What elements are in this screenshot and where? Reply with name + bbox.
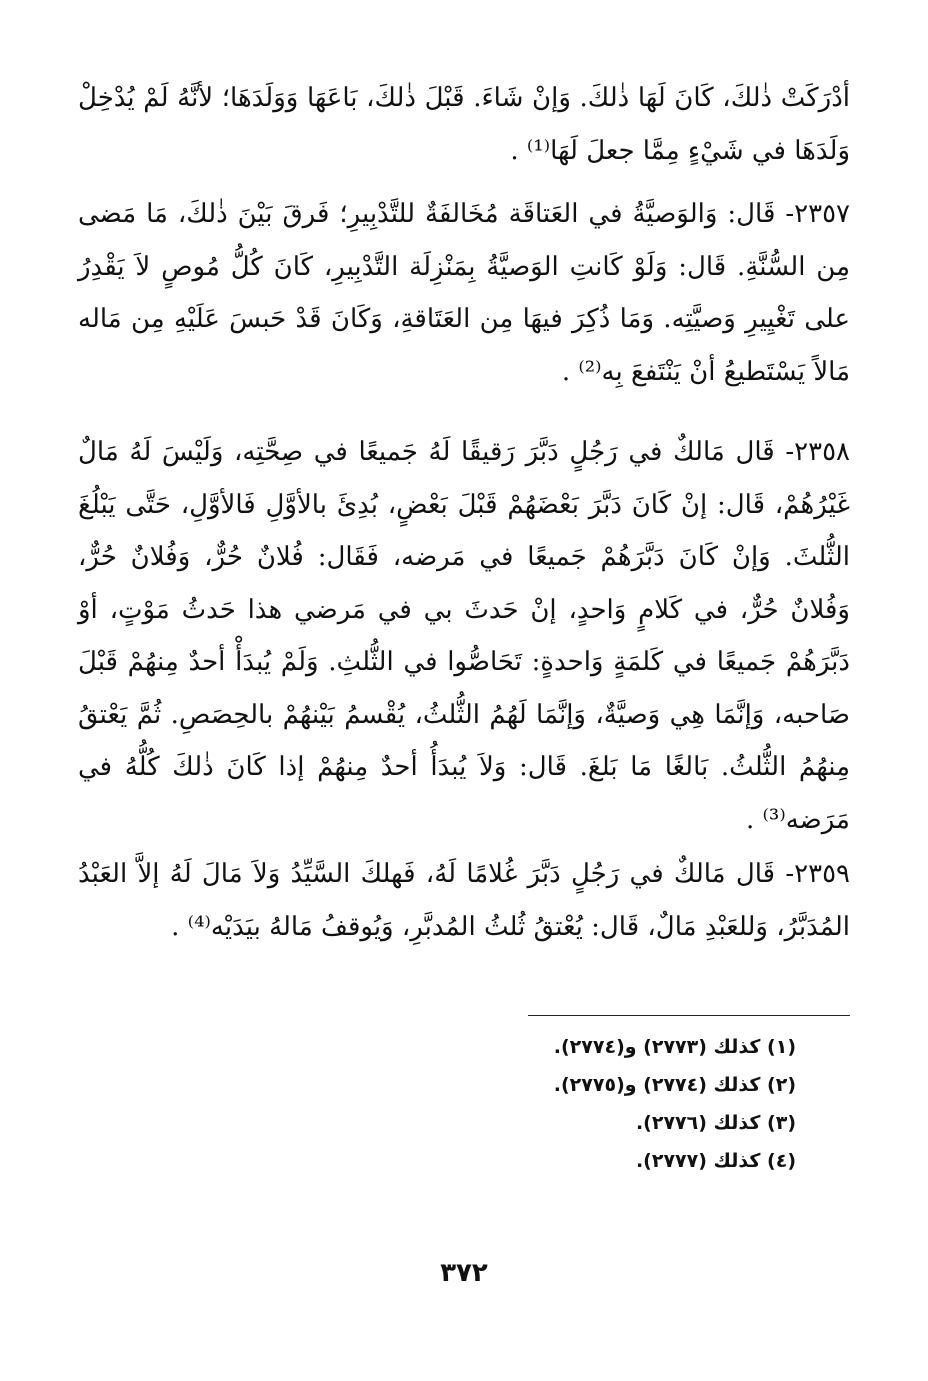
- footnote-item: (١) كذلك (٢٧٧٣) و(٢٧٧٤).: [553, 1036, 796, 1058]
- paragraph-2358: ٢٣٥٨- قَال مَالكٌ في رَجُلٍ دَبَّرَ رَقيقًا لَهُ جَميعًا في صِحَّتِه، وَلَيْسَ لَهُ مَالٌ غَيْرُهُمْ، قَال: إنْ كَانَ دَبَّرَ بَعْضَهُمْ قَبْلَ بَعْضٍ، بُدِئَ بالأوَّلِ فَالأوَّلِ، حَتَّى يَبْلُغَ الثُّلثَ. وَإنْ كَانَ دَبَّرَهُمْ جَميعًا في مَرضه، فَقَال: فُلانٌ حُرٌّ، وَفُلانٌ حُرٌّ، وَفُلانٌ حُرٌّ، في كَلامٍ وَاحدٍ، إنْ حَدثَ بي في مَرضي هذا حَدثُ مَوْتٍ، أوْ دَبَّرَهُمْ جَميعًا في كَلمَةٍ وَاحدةٍ: تَحَاصُّوا في الثُّلثِ. وَلَمْ يُبدَأْ أحدٌ مِنهُمْ قَبْلَ صَاحبه، وَإنَّمَا هِي وَصيَّةٌ، وَإنَّمَا لَهُمُ الثُّلثُ، يُقْسمُ بَيْنهُمْ بالحِصَصِ. ثُمَّ يَعْتقُ مِنهُمُ الثُّلثُ. بَالغًا مَا بَلغَ. قَال: وَلاَ يُبدَأُ أحدٌ مِنهُمْ إذا كَانَ ذٰلكَ كُلُّهُ في مَرَضه⁽³⁾ .: [78, 437, 850, 835]
- page-number: ٣٧٢: [440, 1258, 488, 1288]
- footnote-item: (٢) كذلك (٢٧٧٤) و(٢٧٧٥).: [553, 1074, 796, 1096]
- footnote-divider: [528, 1015, 850, 1016]
- footnotes-list: [400, 1028, 796, 1180]
- footnote-item: (٤) كذلك (٢٧٧٧).: [635, 1150, 796, 1172]
- paragraph-2359: ٢٣٥٩- قَال مَالكٌ في رَجُلٍ دَبَّرَ غُلامًا لَهُ، فَهلكَ السَّيِّدُ وَلاَ مَالَ لَهُ إلاَّ العَبْدُ المُدَبَّرُ، وَللعَبْدِ مَالٌ، قَال: يُعْتقُ ثُلثُ المُدبَّرِ، وَيُوقفُ مَالهُ بيَدَيْه⁽⁴⁾ .: [78, 859, 850, 942]
- paragraph-continuation: أدْرَكَتْ ذٰلكَ، كَانَ لَهَا ذٰلكَ. وَإنْ شَاءَ. قَبْلَ ذٰلكَ، بَاعَهَا وَوَلَدَهَا؛ لأنَّهُ لَمْ يُدْخِلْ وَلَدَهَا في شَيْءٍ مِمَّا جعلَ لَهَا⁽¹⁾ .: [78, 83, 850, 166]
- footnote-item: (٣) كذلك (٢٧٧٦).: [635, 1112, 796, 1134]
- paragraph-2357: ٢٣٥٧- قَال: وَالوَصيَّةُ في العَتاقَة مُخَالفَةٌ للتَّدْبِيرِ؛ فَرقَ بَيْنَ ذٰلكَ، مَا مَضى مِن السُّنَّةِ. قَال: وَلَوْ كَانتِ الوَصيَّةُ بِمَنْزِلَة التَّدْبِيرِ، كَانَ كُلُّ مُوصٍ لاَ يَقْدِرُ على تَغْيِيرِ وَصيَّتِه. وَمَا ذُكِرَ فيهَا مِن العَتَاقةِ، وَكَانَ قَدْ حَبسَ عَلَيْهِ مِن مَاله مَالاً يَسْتَطيعُ أنْ يَنْتَفعَ بِه⁽²⁾ .: [78, 199, 850, 387]
